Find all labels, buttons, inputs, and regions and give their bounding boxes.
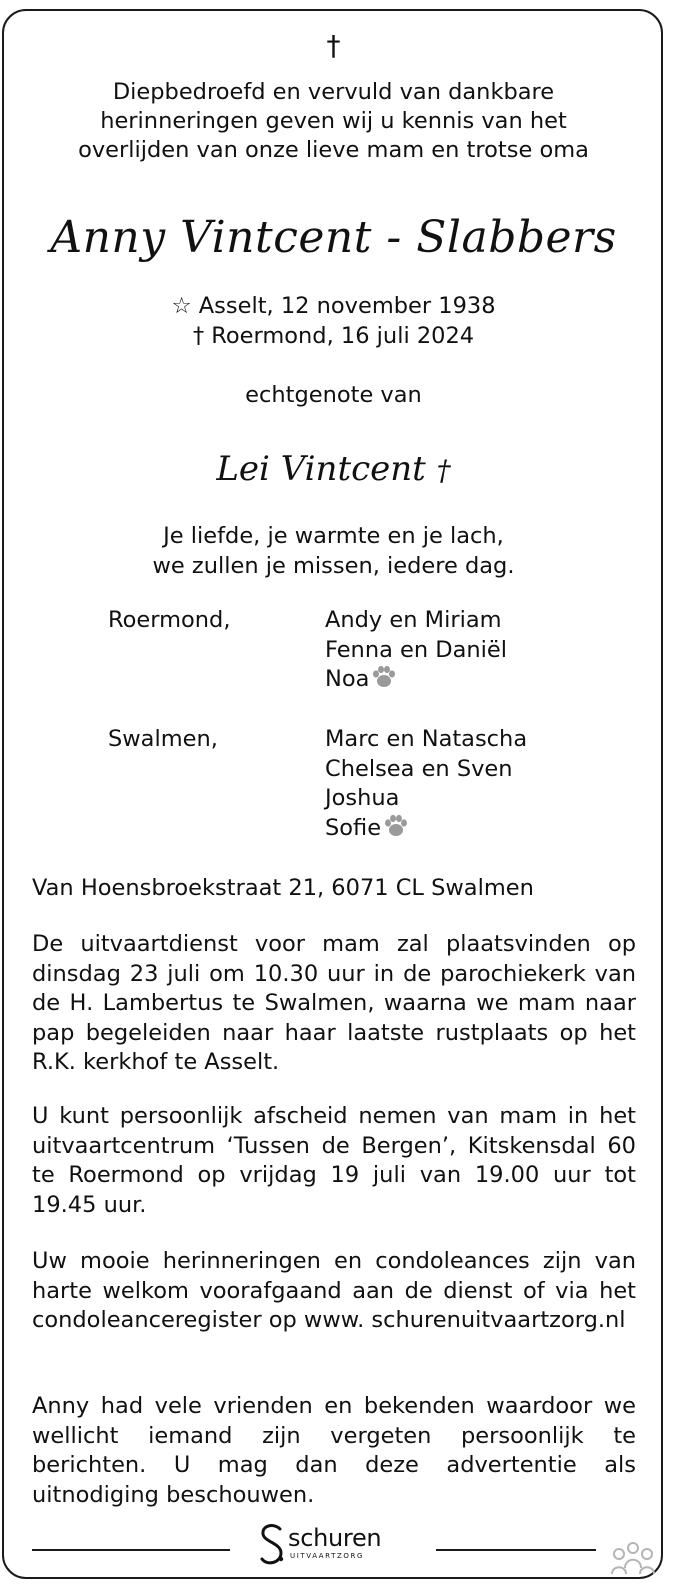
- family-member: Chelsea en Sven: [325, 755, 513, 782]
- family-member-with-paw: [325, 814, 527, 847]
- death-line: † Roermond, 16 juli 2024: [192, 323, 475, 349]
- family-people-icon: [609, 1540, 657, 1583]
- header-cross: †: [326, 29, 341, 62]
- spouse-name: Lei Vintcent: [216, 449, 426, 489]
- funeral-home-logo: [258, 1523, 418, 1569]
- paragraph-service: De uitvaartdienst voor mam zal plaatsvinden op dinsdag 23 juli om 10.30 uur in de parochiekerk van de H. Lambertus te Swalmen, waarna we mam naar pap begeleiden naar haar laatste rustplaats op het R.K. kerkhof te Asselt.: [32, 931, 636, 1075]
- family-member: Joshua: [325, 785, 400, 811]
- intro-line: herinneringen geven wij u kennis van het: [100, 108, 567, 134]
- family-member: Noa: [325, 666, 370, 692]
- address: Van Hoensbroekstraat 21, 6071 CL Swalmen: [32, 875, 534, 901]
- life-dates: [0, 291, 667, 351]
- family-place-roermond: Roermond,: [108, 607, 231, 633]
- spouse-cross: †: [436, 454, 451, 487]
- deceased-name: Anny Vintcent - Slabbers: [50, 212, 617, 263]
- paragraph-invitation: Anny had vele vrienden en bekenden waardoor we wellicht iemand zijn vergeten persoonlijk te berichten. U mag dan deze advertentie als uitnodiging beschouwen.: [32, 1393, 636, 1508]
- footer-divider-left: [32, 1549, 230, 1551]
- family-member-with-paw: [325, 665, 507, 698]
- family-members-roermond: [325, 606, 507, 698]
- footer-divider-right: [436, 1549, 596, 1551]
- quote-line: Je liefde, je warmte en je lach,: [163, 523, 504, 549]
- family-members-swalmen: [325, 725, 527, 846]
- intro-text: [0, 78, 667, 165]
- family-member: Fenna en Daniël: [325, 636, 507, 663]
- intro-line: overlijden van onze lieve mam en trotse oma: [78, 137, 589, 163]
- family-member: Andy en Miriam: [325, 607, 502, 633]
- spouse-intro: echtgenote van: [245, 382, 422, 408]
- intro-line: Diepbedroefd en vervuld van dankbare: [112, 79, 555, 105]
- paragraph-condolences: Uw mooie herinneringen en condoleances zijn van harte welkom voorafgaand aan de dienst of via het condoleanceregister op www. schurenuitvaartzorg.nl: [32, 1248, 636, 1333]
- logo-subtitle: UITVAARTZORG: [290, 1552, 365, 1560]
- quote-line: we zullen je missen, iedere dag.: [152, 553, 515, 579]
- paw-print-icon: [371, 665, 397, 698]
- quote: [0, 521, 667, 581]
- paw-print-icon: [383, 814, 409, 847]
- spouse-name-block: [0, 447, 667, 493]
- birth-line: ☆ Asselt, 12 november 1938: [171, 293, 496, 319]
- family-place-swalmen: Swalmen,: [108, 726, 218, 752]
- logo-s-mark-icon: [258, 1523, 286, 1572]
- paragraph-farewell: U kunt persoonlijk afscheid nemen van mam in het uitvaartcentrum ‘Tussen de Bergen’, Kitskensdal 60 te Roermond op vrijdag 19 juli van 19.00 uur tot 19.45 uur.: [32, 1103, 636, 1218]
- logo-name: schuren: [288, 1524, 382, 1552]
- family-member: Sofie: [325, 814, 382, 841]
- family-member: Marc en Natascha: [325, 726, 528, 752]
